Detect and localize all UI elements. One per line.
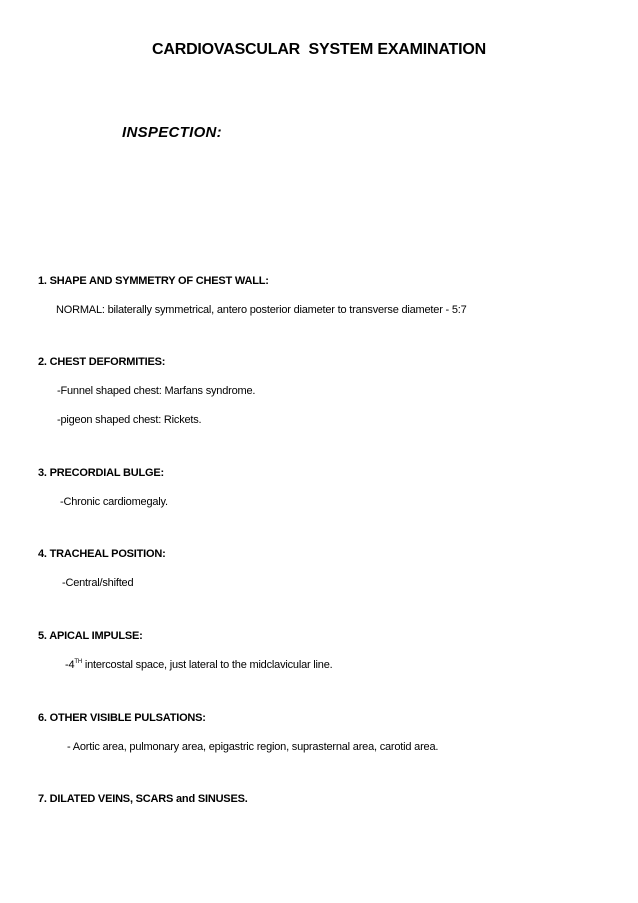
section-2-item-1: -Funnel shaped chest: Marfans syndrome. xyxy=(57,385,256,397)
section-heading-1: 1. SHAPE AND SYMMETRY OF CHEST WALL: xyxy=(38,275,269,287)
section-5-item-1 xyxy=(65,659,333,671)
section-1-item-1: NORMAL: bilaterally symmetrical, antero posterior diameter to transverse diameter - 5:7 xyxy=(56,304,467,316)
section-heading-7: 7. DILATED VEINS, SCARS and SINUSES. xyxy=(38,793,248,805)
section-2-item-2: -pigeon shaped chest: Rickets. xyxy=(57,414,202,426)
section-heading-2: 2. CHEST DEFORMITIES: xyxy=(38,356,166,368)
ordinal-number: -4 xyxy=(65,659,75,671)
apical-impulse-text: intercostal space, just lateral to the midclavicular line. xyxy=(82,659,333,671)
section-heading-4: 4. TRACHEAL POSITION: xyxy=(38,548,166,560)
section-heading-6: 6. OTHER VISIBLE PULSATIONS: xyxy=(38,712,206,724)
ordinal-suffix: TH xyxy=(74,659,82,665)
section-3-item-1: -Chronic cardiomegaly. xyxy=(60,496,168,508)
section-heading-3: 3. PRECORDIAL BULGE: xyxy=(38,467,164,479)
section-heading-5: 5. APICAL IMPULSE: xyxy=(38,630,143,642)
section-4-item-1: -Central/shifted xyxy=(62,577,134,589)
section-subtitle: INSPECTION: xyxy=(122,124,222,141)
page-title: CARDIOVASCULAR SYSTEM EXAMINATION xyxy=(152,41,486,58)
section-6-item-1: - Aortic area, pulmonary area, epigastric region, suprasternal area, carotid area. xyxy=(67,741,439,753)
